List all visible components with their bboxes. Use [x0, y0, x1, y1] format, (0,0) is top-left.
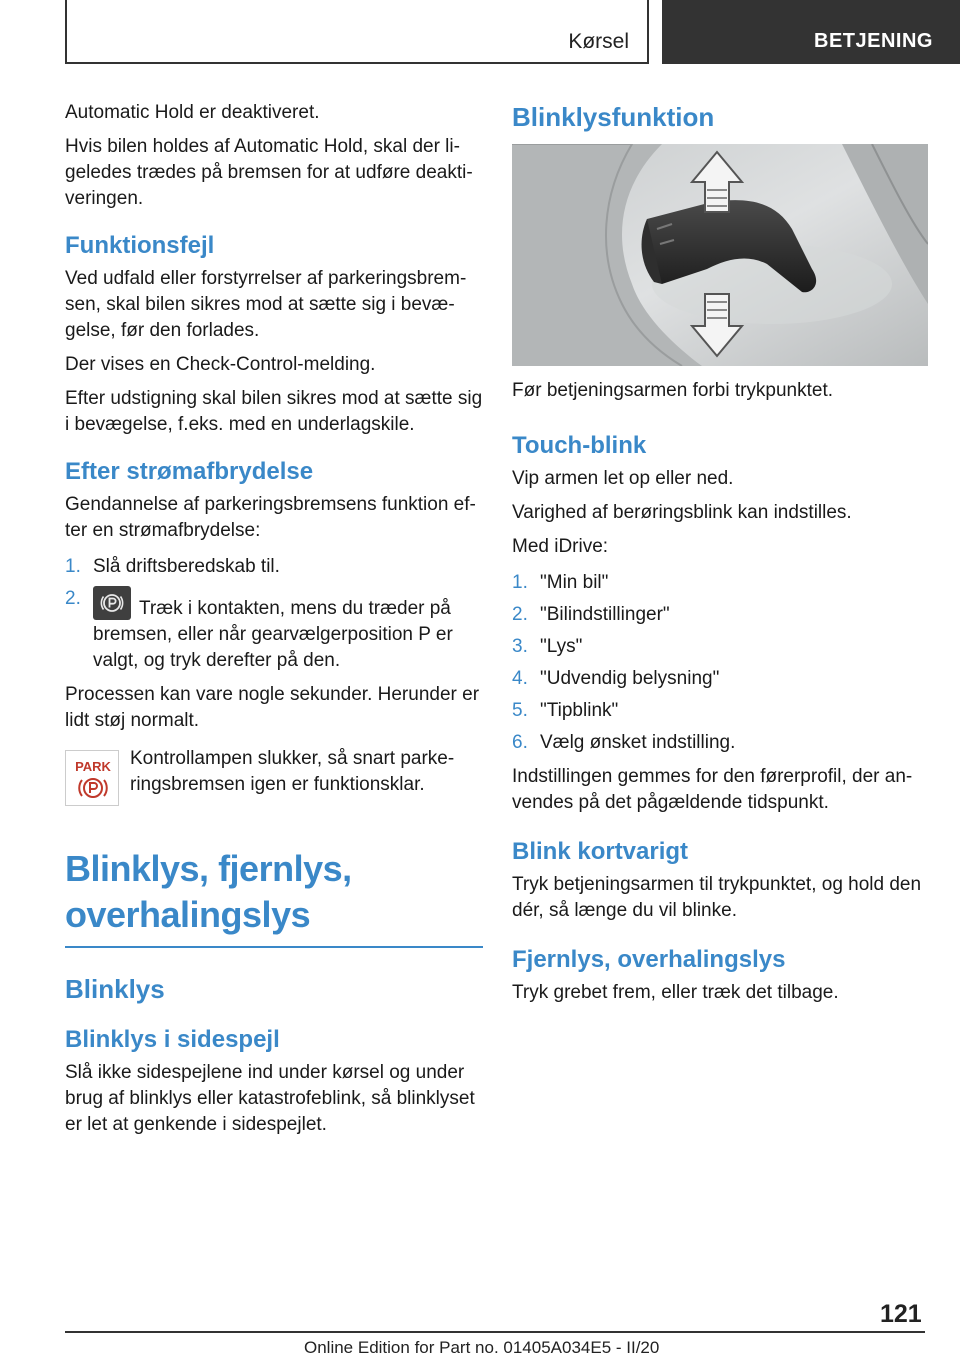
- list-item: [512, 602, 930, 628]
- heading-blink-kortvarigt: Blink kortvarigt: [512, 838, 689, 865]
- step-number: 3.: [512, 636, 528, 657]
- paragraph: Efter udstigning skal bilen sikres mod at sætte sig i bevægelse, f.eks. med en underlagskile.: [65, 388, 483, 435]
- step-number: 4.: [512, 668, 528, 689]
- main-heading-block: [65, 846, 483, 948]
- step-text: Slå driftsberedskab til.: [93, 556, 280, 577]
- paragraph: Slå ikke sidespejlene ind under kørsel og under brug af blinklys eller katastrofeblink, så blinklyset er let at genkende i sidespejlet.: [65, 1062, 475, 1135]
- figure-caption: Før betjeningsarmen forbi trykpunktet.: [512, 380, 834, 401]
- paragraph: Der vises en Check-Control-melding.: [65, 354, 376, 375]
- left-column: [65, 100, 483, 1146]
- footer-edition: Online Edition for Part no. 01405A034E5 - II/20: [304, 1338, 660, 1357]
- main-heading-line-2: overhalingslys: [65, 894, 311, 935]
- list-item: [512, 634, 930, 660]
- right-column: [512, 100, 930, 1014]
- paragraph: Processen kan vare nogle sekunder. Herunder er lidt støj normalt.: [65, 684, 480, 731]
- header-section-title: Kørsel: [568, 30, 629, 53]
- step-text: "Bilindstillinger": [540, 604, 670, 625]
- paragraph: Tryk betjeningsarmen til trykpunktet, og hold den dér, så længe du vil blinke.: [512, 874, 922, 921]
- list-item: [65, 586, 483, 674]
- step-text: Vælg ønsket indstilling.: [540, 732, 736, 753]
- paragraph: Vip armen let op eller ned.: [512, 468, 734, 489]
- step-number: 5.: [512, 700, 528, 721]
- steps-list: [65, 554, 483, 674]
- park-indicator-label: PARK: [75, 759, 111, 774]
- paragraph: Automatic Hold er deaktiveret.: [65, 102, 320, 123]
- step-number: 1.: [512, 572, 528, 593]
- step-text: "Min bil": [540, 572, 609, 593]
- paragraph: Med iDrive:: [512, 536, 609, 557]
- step-text: "Tipblink": [540, 700, 619, 721]
- list-item: [65, 554, 483, 580]
- step-number: 2.: [512, 604, 528, 625]
- indicator-note: [65, 746, 483, 806]
- list-item: [512, 666, 930, 692]
- paragraph: Gendannelse af parkeringsbremsens funktion ef- ter en strømafbrydelse:: [65, 494, 476, 541]
- footer-rule: [65, 1331, 925, 1333]
- paragraph: Tryk grebet frem, eller træk det tilbage.: [512, 982, 839, 1003]
- paragraph: Indstillingen gemmes for den førerprofil, der an- vendes på det pågældende tidspunkt.: [512, 766, 913, 813]
- step-text: Træk i kontakten, mens du træder på bremsen, eller når gearvælgerposition P er valgt, og tryk derefter på den.: [93, 598, 453, 671]
- step-text: "Udvendig belysning": [540, 668, 720, 689]
- step-text: "Lys": [540, 636, 583, 657]
- list-item: [512, 730, 930, 756]
- step-number: 2.: [65, 588, 81, 609]
- heading-funktionsfejl: Funktionsfejl: [65, 232, 215, 259]
- heading-touch-blink: Touch-blink: [512, 432, 647, 459]
- note-text: Kontrollampen slukker, så snart parke- ringsbremsen igen er funktionsklar.: [130, 748, 455, 795]
- turn-signal-lever-illustration: [512, 144, 928, 366]
- header-chapter-tab: [662, 0, 960, 64]
- heading-blinklys: Blinklys: [65, 974, 165, 1004]
- heading-sidespejl: Blinklys i sidespejl: [65, 1026, 280, 1053]
- header-chapter-title: BETJENING: [814, 30, 933, 52]
- step-number: 6.: [512, 732, 528, 753]
- paragraph: Hvis bilen holdes af Automatic Hold, skal der li- geledes trædes på bremsen for at udføre deakti- veringen.: [65, 136, 473, 209]
- step-number: 1.: [65, 556, 81, 577]
- paragraph: Ved udfald eller forstyrrelser af parkeringsbrem- sen, skal bilen sikres mod at sætte sig i bevæ- gelse, før den forlades.: [65, 268, 467, 341]
- parking-brake-switch-icon: [93, 586, 131, 620]
- page-number: 121: [880, 1300, 922, 1328]
- idrive-steps-list: [512, 570, 930, 756]
- main-heading-line-1: Blinklys, fjernlys,: [65, 848, 352, 889]
- heading-strom: Efter strømafbrydelse: [65, 458, 314, 485]
- heading-rule: [65, 946, 483, 948]
- header-section-box: [65, 0, 649, 64]
- park-indicator-icon: [65, 750, 119, 806]
- heading-fjernlys: Fjernlys, overhalingslys: [512, 946, 786, 973]
- list-item: [512, 698, 930, 724]
- heading-blinklysfunktion: Blinklysfunktion: [512, 102, 715, 132]
- list-item: [512, 570, 930, 596]
- paragraph: Varighed af berøringsblink kan indstilles.: [512, 502, 852, 523]
